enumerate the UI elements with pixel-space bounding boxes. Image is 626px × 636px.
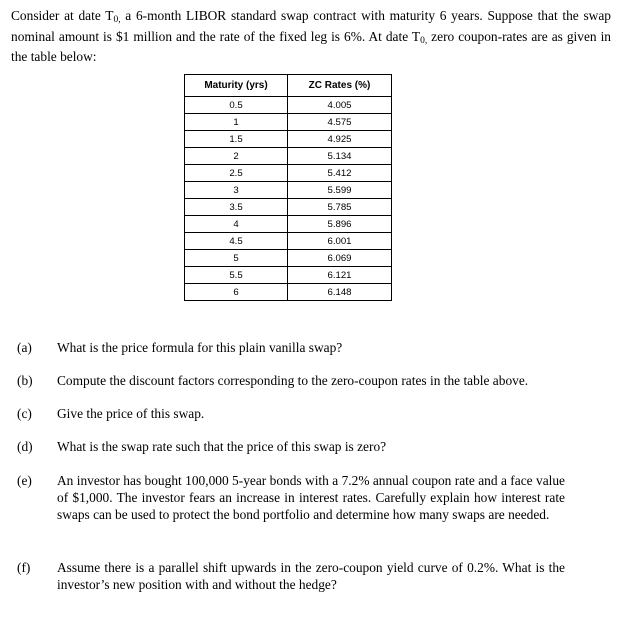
question-label: (e) (17, 473, 32, 488)
rate-cell: 4.005 (288, 97, 392, 114)
maturity-cell: 5 (185, 250, 288, 267)
table-row (185, 250, 392, 267)
rate-cell: 4.925 (288, 131, 392, 148)
table-row (185, 131, 392, 148)
intro-subscript-2: 0, (420, 35, 428, 46)
maturity-cell: 5.5 (185, 267, 288, 284)
maturity-cell: 2 (185, 148, 288, 165)
intro-subscript-1: 0, (113, 15, 121, 25)
table-row (185, 97, 392, 114)
problem-statement (11, 8, 611, 65)
question-text: An investor has bought 100,000 5-year bonds with a 7.2% annual coupon rate and a face value of $1,000. The investor fears an increase in interest rates. Carefully explain how interest rate swaps can be used to protect the bond portfolio and determine how many swaps are needed. (57, 473, 565, 522)
rate-cell: 5.412 (288, 165, 392, 182)
question-text: Give the price of this swap. (57, 406, 205, 421)
question-label: (a) (17, 340, 32, 355)
zc-rates-column-header: ZC Rates (%) (288, 75, 392, 97)
rate-cell: 5.134 (288, 148, 392, 165)
table-row (185, 114, 392, 131)
maturity-cell: 4.5 (185, 233, 288, 250)
question-text: Compute the discount factors corresponding to the zero-coupon rates in the table above. (57, 373, 529, 388)
rate-cell: 6.148 (288, 284, 392, 301)
maturity-cell: 3.5 (185, 199, 288, 216)
maturity-cell: 4 (185, 216, 288, 233)
intro-text-3: zero coupon-rates are as given in the table below: (11, 28, 611, 64)
rate-cell: 5.785 (288, 199, 392, 216)
table-row (185, 148, 392, 165)
question-label: (f) (17, 560, 31, 575)
maturity-cell: 0.5 (185, 97, 288, 114)
table-row (185, 199, 392, 216)
table-row (185, 165, 392, 182)
rate-cell: 5.896 (288, 216, 392, 233)
intro-text-1: Consider at date T (11, 8, 114, 23)
maturity-cell: 3 (185, 182, 288, 199)
rate-cell: 6.001 (288, 233, 392, 250)
question-label: (c) (17, 406, 32, 421)
maturity-cell: 1 (185, 114, 288, 131)
question-text: What is the price formula for this plain vanilla swap? (57, 340, 343, 355)
question-label: (d) (17, 439, 33, 454)
rate-cell: 6.069 (288, 250, 392, 267)
maturity-cell: 1.5 (185, 131, 288, 148)
rate-cell: 5.599 (288, 182, 392, 199)
question-text: Assume there is a parallel shift upwards in the zero-coupon yield curve of 0.2%. What is the investor’s new position with and without the hedge? (57, 560, 565, 592)
table-row (185, 267, 392, 284)
table-row (185, 182, 392, 199)
table-row (185, 284, 392, 301)
zero-coupon-rates-table (184, 74, 392, 301)
maturity-column-header: Maturity (yrs) (185, 75, 288, 97)
maturity-cell: 2.5 (185, 165, 288, 182)
question-label: (b) (17, 373, 33, 388)
question-text: What is the swap rate such that the price of this swap is zero? (57, 439, 387, 454)
table-row (185, 233, 392, 250)
maturity-cell: 6 (185, 284, 288, 301)
rate-cell: 6.121 (288, 267, 392, 284)
rate-cell: 4.575 (288, 114, 392, 131)
table-row (185, 216, 392, 233)
table-header-row (185, 75, 392, 97)
intro-text-2: a 6-month LIBOR standard swap contract with maturity 6 years. Suppose that the swap nominal amount is $1 million and the rate of the fixed leg is 6%. At date T (11, 8, 611, 44)
